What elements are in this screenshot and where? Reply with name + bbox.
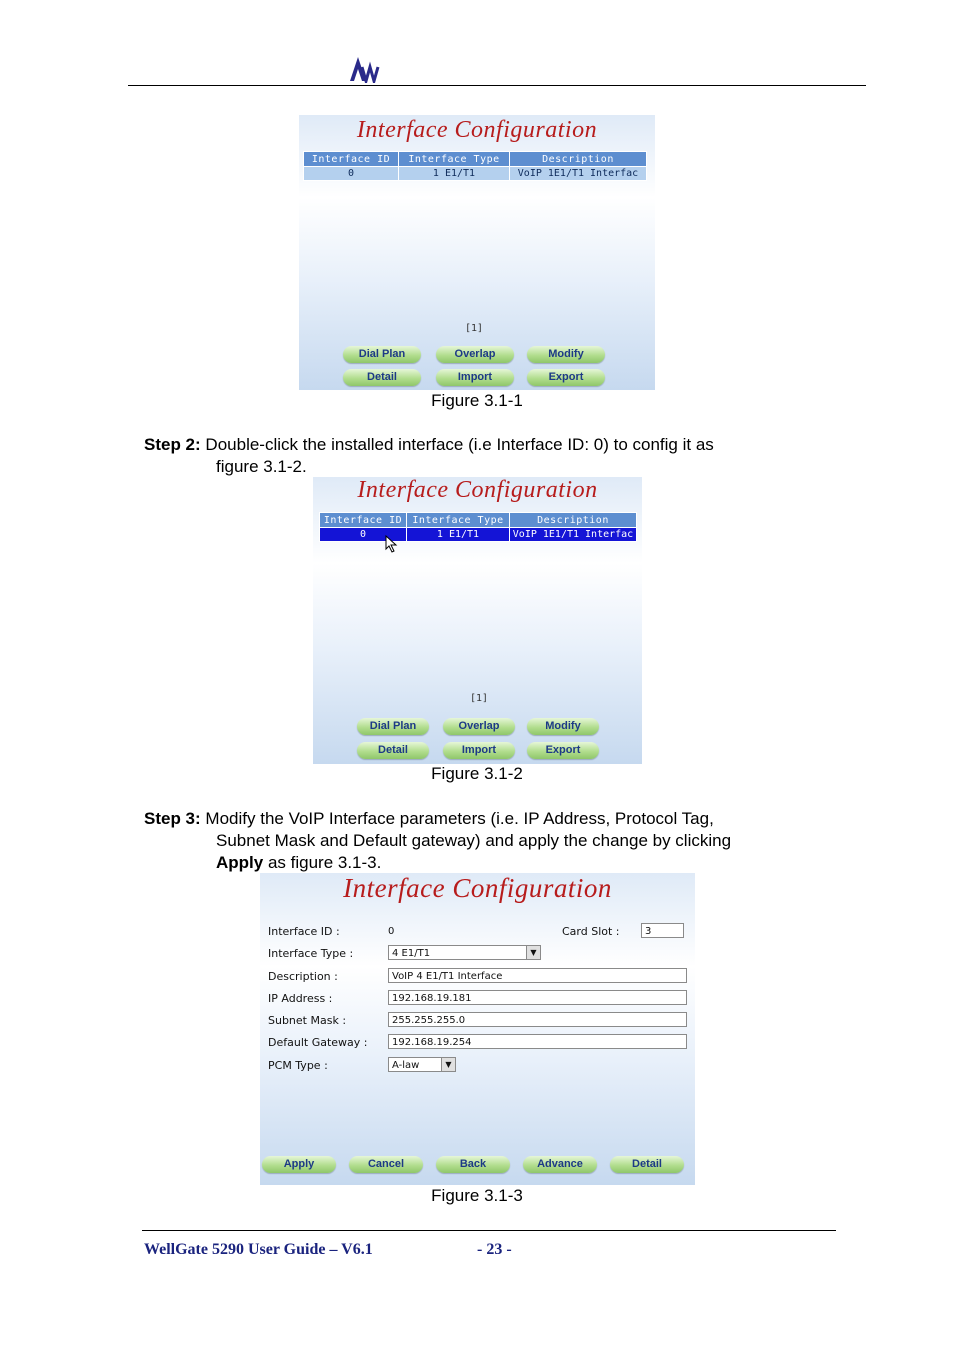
overlap-button[interactable]: Overlap [443, 718, 515, 735]
advance-button[interactable]: Advance [523, 1156, 597, 1173]
import-button[interactable]: Import [443, 742, 515, 759]
panel-title: Interface Configuration [356, 117, 598, 143]
footer-document-title: WellGate 5290 User Guide – V6.1 [144, 1241, 373, 1258]
pager[interactable]: [1] [465, 323, 484, 334]
figure-caption: Figure 3.1-2 [431, 764, 523, 783]
card-slot-label: Card Slot : [562, 925, 620, 938]
card-slot-input[interactable]: 3 [641, 923, 684, 938]
pcm-type-value: A-law [392, 1060, 420, 1071]
dial-plan-button[interactable]: Dial Plan [357, 718, 429, 735]
footer-page-number: - 23 - [477, 1241, 512, 1258]
figure-caption: Figure 3.1-3 [431, 1186, 523, 1205]
step-3-paragraph [144, 808, 844, 830]
dial-plan-button[interactable]: Dial Plan [343, 346, 421, 363]
interface-table [319, 512, 637, 542]
step-2-continuation: figure 3.1-2. [216, 457, 307, 476]
table-row-selected[interactable] [320, 528, 637, 542]
column-header-description[interactable]: Description [510, 152, 647, 167]
apply-keyword: Apply [216, 853, 264, 872]
chevron-down-icon[interactable]: ▼ [441, 1058, 455, 1071]
column-header-interface-id[interactable]: Interface ID [320, 513, 407, 528]
ip-address-label: IP Address : [268, 992, 333, 1005]
export-button[interactable]: Export [527, 742, 599, 759]
step-label: Step 2: [144, 435, 201, 454]
cell-interface-type[interactable]: 1 E1/T1 [399, 167, 510, 181]
cell-interface-id[interactable]: 0 [304, 167, 399, 181]
footer-rule [142, 1230, 836, 1231]
step-text: Modify the VoIP Interface parameters (i.e. IP Address, Protocol Tag, [205, 809, 714, 828]
column-header-interface-type[interactable]: Interface Type [407, 513, 510, 528]
step-3-continuation-2 [216, 852, 381, 874]
detail-button[interactable]: Detail [343, 369, 421, 386]
column-header-interface-type[interactable]: Interface Type [399, 152, 510, 167]
cell-description[interactable]: VoIP 1E1/T1 Interfac [510, 167, 647, 181]
table-row[interactable] [304, 167, 647, 181]
subnet-mask-input[interactable]: 255.255.255.0 [388, 1012, 687, 1027]
panel-title: Interface Configuration [343, 873, 612, 903]
figure-3-1-1-screenshot [299, 115, 655, 390]
interface-type-select[interactable] [388, 945, 541, 960]
description-label: Description : [268, 970, 338, 983]
interface-id-label: Interface ID : [268, 925, 340, 938]
step-2-paragraph [144, 434, 844, 456]
panel-title: Interface Configuration [357, 477, 598, 503]
interface-id-value: 0 [388, 926, 395, 937]
cell-interface-id[interactable]: 0 [320, 528, 407, 542]
overlap-button[interactable]: Overlap [436, 346, 514, 363]
ip-address-input[interactable]: 192.168.19.181 [388, 990, 687, 1005]
column-header-interface-id[interactable]: Interface ID [304, 152, 399, 167]
interface-type-value: 4 E1/T1 [392, 948, 431, 959]
apply-button[interactable]: Apply [262, 1156, 336, 1173]
description-input[interactable]: VoIP 4 E1/T1 Interface [388, 968, 687, 983]
modify-button[interactable]: Modify [527, 718, 599, 735]
subnet-mask-label: Subnet Mask : [268, 1014, 347, 1027]
step-label: Step 3: [144, 809, 201, 828]
default-gateway-label: Default Gateway : [268, 1036, 368, 1049]
detail-button[interactable]: Detail [357, 742, 429, 759]
step-text-tail: as figure 3.1-3. [263, 853, 382, 872]
mouse-pointer-icon [385, 535, 399, 553]
interface-table [303, 151, 647, 181]
detail-button[interactable]: Detail [610, 1156, 684, 1173]
company-logo-icon [348, 55, 380, 83]
chevron-down-icon[interactable]: ▼ [526, 946, 540, 959]
default-gateway-input[interactable]: 192.168.19.254 [388, 1034, 687, 1049]
modify-button[interactable]: Modify [527, 346, 605, 363]
cell-description[interactable]: VoIP 1E1/T1 Interfac [510, 528, 637, 542]
export-button[interactable]: Export [527, 369, 605, 386]
interface-type-label: Interface Type : [268, 947, 354, 960]
pcm-type-select[interactable] [388, 1057, 456, 1072]
cancel-button[interactable]: Cancel [349, 1156, 423, 1173]
figure-3-1-3-screenshot [260, 873, 695, 1185]
figure-caption: Figure 3.1-1 [431, 391, 523, 410]
cell-interface-type[interactable]: 1 E1/T1 [407, 528, 510, 542]
figure-3-1-2-screenshot [313, 477, 642, 764]
column-header-description[interactable]: Description [510, 513, 637, 528]
back-button[interactable]: Back [436, 1156, 510, 1173]
pager[interactable]: [1] [470, 693, 489, 704]
import-button[interactable]: Import [436, 369, 514, 386]
step-3-continuation: Subnet Mask and Default gateway) and apply the change by clicking [216, 831, 732, 850]
header-rule [128, 85, 866, 86]
step-text: Double-click the installed interface (i.e Interface ID: 0) to config it as [205, 435, 714, 454]
pcm-type-label: PCM Type : [268, 1059, 328, 1072]
